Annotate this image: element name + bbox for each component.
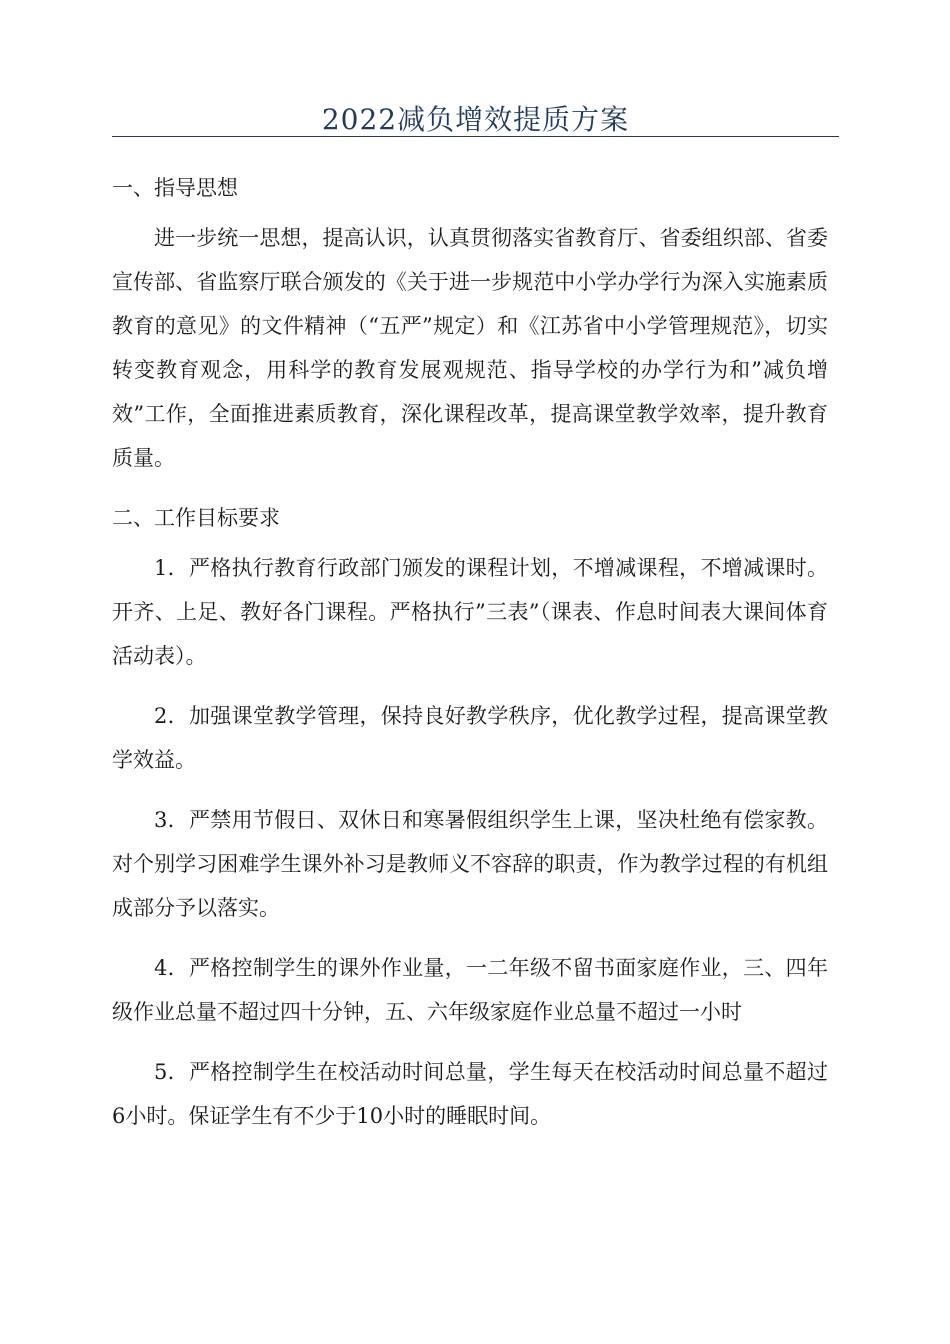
document-body <box>112 166 828 1138</box>
paragraph-goal-4: 4．严格控制学生的课外作业量，一二年级不留书面家庭作业，三、四年级作业总量不超过四十分钟，五、六年级家庭作业总量不超过一小时 <box>112 956 828 1024</box>
paragraph-goal-5: 5．严格控制学生在校活动时间总量，学生每天在校活动时间总量不超过6小时。保证学生有不少于10小时的睡眠时间。 <box>112 1060 828 1128</box>
title-underline <box>112 136 839 137</box>
paragraph-guiding-ideology: 进一步统一思想，提高认识，认真贯彻落实省教育厅、省委组织部、省委宣传部、省监察厅联合颁发的《关于进一步规范中小学办学行为深入实施素质教育的意见》的文件精神（“五严”规定）和《江苏省中小学管理规范》，切实转变教育观念，用科学的教育发展观规范、指导学校的办学行为和”减负增效”工作，全面推进素质教育，深化课程改革，提高课堂教学效率，提升教育质量。 <box>112 226 828 470</box>
section-heading-work-goals: 二、工作目标要求 <box>112 506 280 530</box>
paragraph-goal-1: 1．严格执行教育行政部门颁发的课程计划，不增减课程，不增减课时。开齐、上足、教好各门课程。严格执行”三表”（课表、作息时间表大课间体育活动表）。 <box>112 556 828 668</box>
paragraph-goal-2: 2．加强课堂教学管理，保持良好教学秩序，优化教学过程，提高课堂教学效益。 <box>112 704 828 772</box>
document-title: 2022减负增效提质方案 <box>321 103 630 136</box>
paragraph-goal-3: 3．严禁用节假日、双休日和寒暑假组织学生上课，坚决杜绝有偿家教。对个别学习困难学生课外补习是教师义不容辞的职责，作为教学过程的有机组成部分予以落实。 <box>112 808 828 920</box>
section-heading-guiding-ideology: 一、指导思想 <box>112 176 238 200</box>
